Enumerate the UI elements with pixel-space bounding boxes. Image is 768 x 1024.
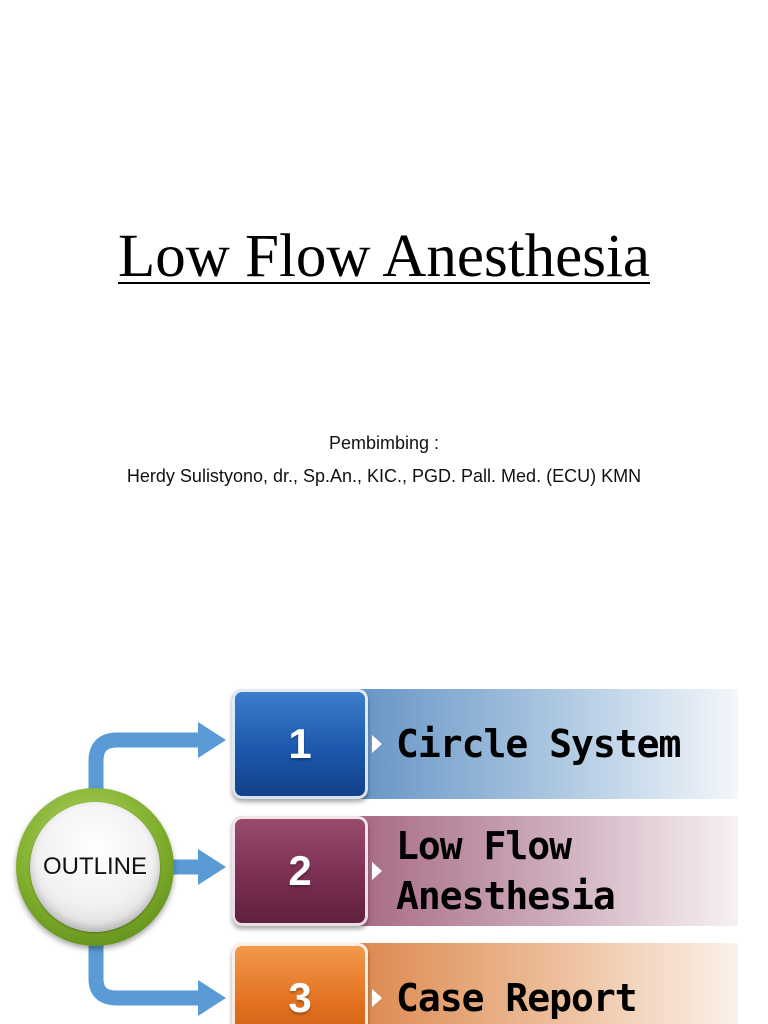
outline-item-case-report [232, 943, 738, 1024]
outline-item-label: Low Flow Anesthesia [396, 824, 615, 918]
outline-number: 3 [288, 974, 312, 1021]
outline-item-label: Case Report [396, 976, 637, 1020]
slide-title-text: Low Flow Anesthesia [117, 223, 651, 290]
pointer-icon [372, 862, 382, 880]
pointer-icon [372, 735, 382, 753]
outline-item-circle-system [232, 689, 738, 799]
slide-title [0, 222, 768, 292]
outline-item-label: Circle System [396, 722, 681, 766]
arrow-head-bottom-icon [198, 980, 226, 1016]
outline-label: OUTLINE [42, 853, 147, 880]
outline-slide [0, 576, 768, 1024]
outline-item-low-flow-anesthesia [232, 816, 738, 926]
outline-number-box [232, 943, 368, 1024]
outline-number: 2 [288, 847, 312, 894]
outline-badge [16, 788, 174, 946]
advisor-label: Pembimbing : [328, 433, 440, 453]
advisor-name: Herdy Sulistyono, dr., Sp.An., KIC., PGD. Pall. Med. (ECU) KMN [126, 466, 642, 486]
arrow-head-middle-icon [198, 849, 226, 885]
pointer-icon [372, 989, 382, 1007]
outline-number-box [232, 816, 368, 926]
outline-number-box [232, 689, 368, 799]
outline-badge-inner [30, 802, 160, 932]
arrow-head-top-icon [198, 722, 226, 758]
outline-number: 1 [288, 720, 312, 767]
